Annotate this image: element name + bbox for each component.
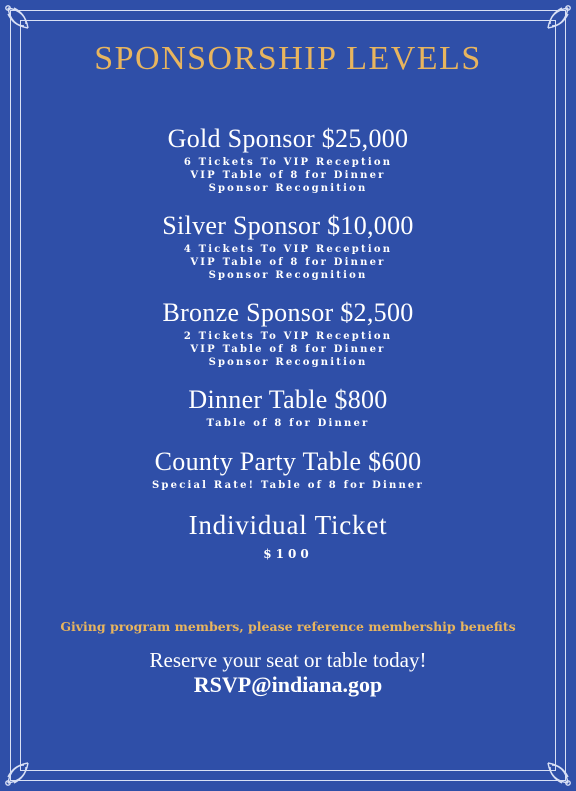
benefit-item: VIP Table of 8 for Dinner bbox=[190, 257, 386, 268]
benefit-list bbox=[0, 330, 576, 369]
level-name: Bronze Sponsor $2,500 bbox=[162, 298, 414, 327]
benefit-item: Sponsor Recognition bbox=[208, 183, 368, 194]
level-name: Gold Sponsor $25,000 bbox=[167, 124, 409, 153]
benefit-item: Sponsor Recognition bbox=[208, 357, 368, 368]
reserve-prompt: Reserve your seat or table today! bbox=[149, 648, 427, 672]
level-name: County Party Table $600 bbox=[154, 447, 422, 476]
level-name: Individual Ticket bbox=[188, 510, 388, 540]
benefit-item: VIP Table of 8 for Dinner bbox=[190, 344, 386, 355]
level-name: Silver Sponsor $10,000 bbox=[162, 211, 414, 240]
gold-sponsor-level bbox=[0, 125, 576, 195]
rsvp-email[interactable]: RSVP@indiana.gop bbox=[193, 672, 383, 697]
benefit-list bbox=[0, 417, 576, 430]
benefit-list bbox=[0, 479, 576, 492]
benefit-item: 4 Tickets To VIP Reception bbox=[183, 244, 393, 255]
ticket-price: $100 bbox=[263, 547, 313, 561]
benefit-item: Sponsor Recognition bbox=[208, 270, 368, 281]
benefit-item: Special Rate! Table of 8 for Dinner bbox=[152, 480, 424, 491]
benefit-item: 2 Tickets To VIP Reception bbox=[183, 331, 393, 342]
individual-ticket-level bbox=[0, 511, 576, 561]
county-party-table-level bbox=[0, 448, 576, 492]
benefit-list bbox=[0, 156, 576, 195]
giving-program-note: Giving program members, please reference membership benefits bbox=[60, 619, 516, 634]
corner-flourish-icon bbox=[4, 743, 48, 787]
silver-sponsor-level bbox=[0, 212, 576, 282]
page-title: SPONSORSHIP LEVELS bbox=[94, 40, 482, 77]
benefit-item: Table of 8 for Dinner bbox=[206, 418, 370, 429]
benefit-list bbox=[0, 243, 576, 282]
level-name: Dinner Table $800 bbox=[188, 385, 388, 414]
dinner-table-level bbox=[0, 386, 576, 430]
bronze-sponsor-level bbox=[0, 299, 576, 369]
corner-flourish-icon bbox=[528, 743, 572, 787]
benefit-item: 6 Tickets To VIP Reception bbox=[183, 157, 393, 168]
benefit-item: VIP Table of 8 for Dinner bbox=[190, 170, 386, 181]
